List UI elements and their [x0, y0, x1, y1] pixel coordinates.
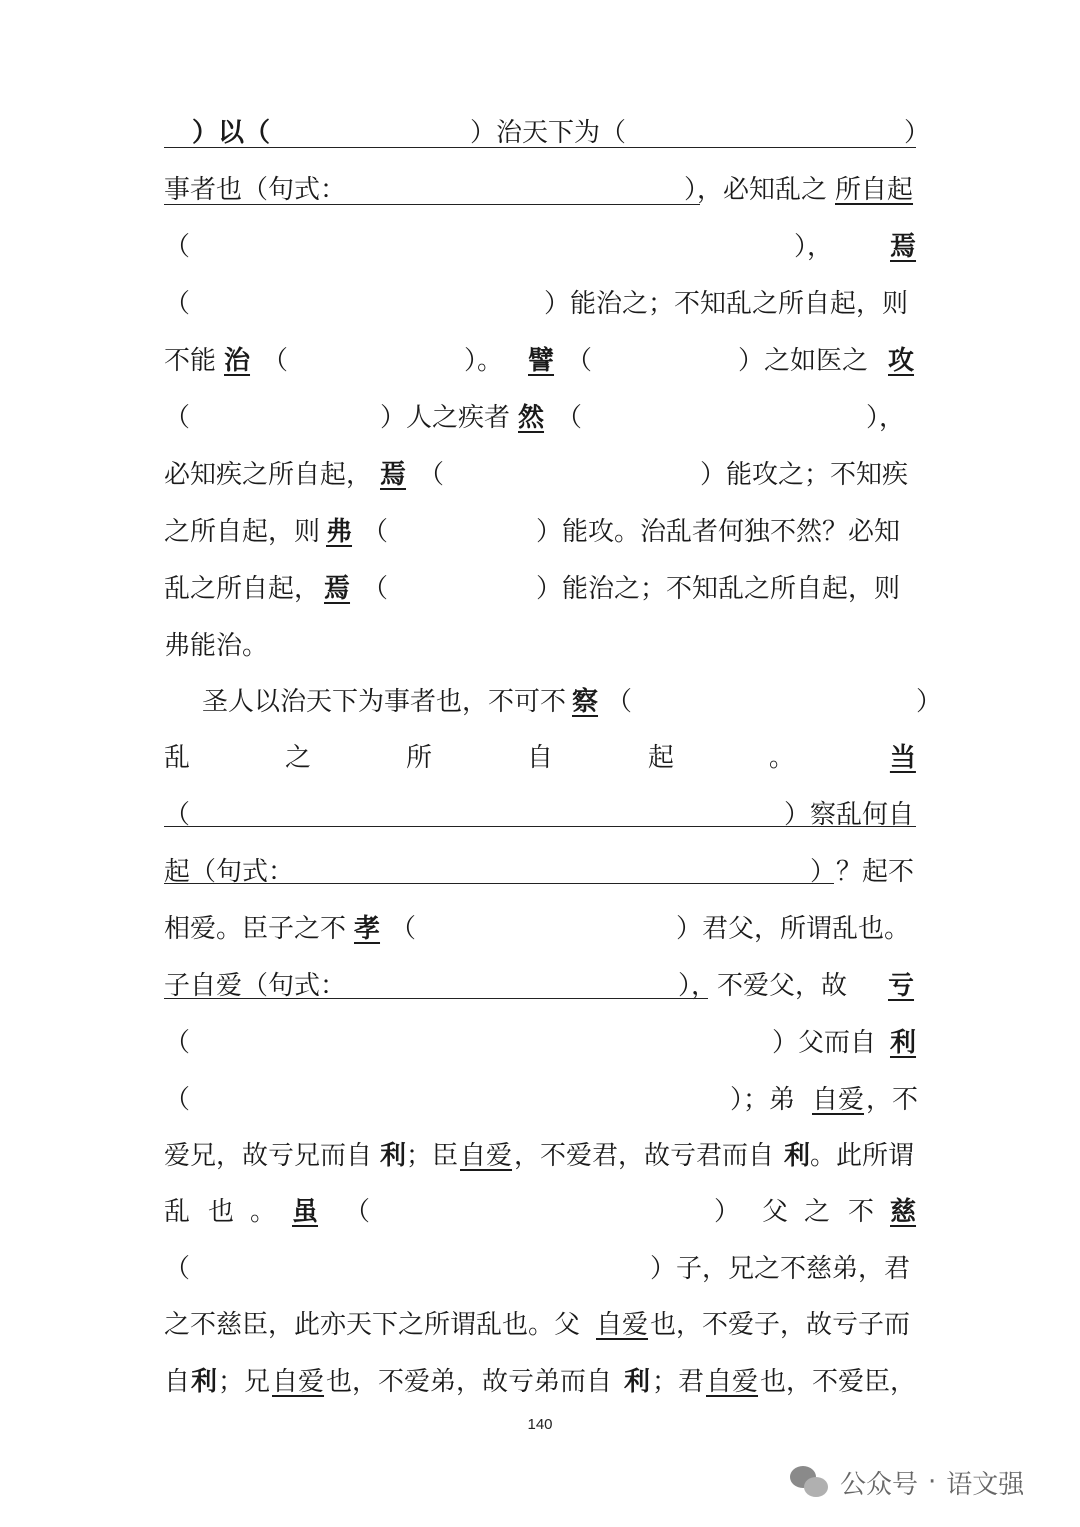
text-line	[164, 966, 916, 1006]
watermark-separator: ·	[928, 1467, 937, 1497]
text-segment: 然	[518, 403, 545, 433]
text-line	[164, 852, 916, 892]
text-segment: ，不	[866, 1085, 919, 1115]
text-segment: ）能治之；不知乱之所自起，则	[544, 289, 909, 319]
page-number: 140	[527, 1416, 553, 1433]
text-segment: 自爱	[272, 1367, 325, 1397]
text-segment: 爱兄，故亏兄而自	[164, 1141, 373, 1171]
text-segment: 治	[224, 346, 251, 376]
text-line	[164, 1136, 916, 1176]
text-segment: ；君	[652, 1367, 705, 1397]
text-segment: 之不慈臣，此亦天下之所谓乱也。父	[164, 1310, 581, 1340]
text-segment: （	[164, 1085, 191, 1115]
text-segment: 焉	[380, 460, 407, 490]
text-segment: ）子，兄之不慈弟，君	[650, 1254, 911, 1284]
text-segment: 孝	[354, 914, 381, 944]
text-segment: 乱	[164, 1197, 191, 1227]
text-segment: ）之如医之	[738, 346, 869, 376]
underline-rule	[164, 998, 708, 999]
text-segment: 也，不爱弟，故亏弟而自	[326, 1367, 613, 1397]
text-segment: 自爱	[460, 1141, 513, 1171]
text-segment: ），	[866, 403, 906, 433]
text-segment: ），	[794, 232, 834, 262]
text-segment: 起（句式：	[164, 857, 295, 887]
text-line	[164, 512, 916, 552]
text-segment: ）君父，所谓乱也。	[676, 914, 911, 944]
text-segment: （	[566, 346, 593, 376]
underline-rule	[164, 826, 916, 827]
text-segment: 子自爱（句式：	[164, 971, 347, 1001]
text-segment: 之所自起，则	[164, 517, 321, 547]
text-segment: 利	[784, 1141, 811, 1171]
text-line	[164, 626, 916, 666]
text-line	[164, 1023, 916, 1063]
text-line	[164, 341, 916, 381]
text-segment: 自爱	[812, 1085, 865, 1115]
underline-rule	[164, 883, 834, 884]
text-segment: 不	[848, 1197, 875, 1227]
text-segment: 圣人以治天下为事者也，不可不	[202, 687, 567, 717]
text-segment: 乱	[164, 743, 191, 773]
text-line	[164, 738, 916, 778]
text-segment: 必知疾之所自起，	[164, 460, 373, 490]
text-line	[164, 455, 916, 495]
text-segment: （	[164, 1028, 191, 1058]
text-line	[164, 569, 916, 609]
watermark	[790, 1460, 1024, 1504]
text-segment: 之	[804, 1197, 831, 1227]
text-segment: 譬	[528, 346, 555, 376]
text-segment: （	[418, 460, 445, 490]
text-segment: ）父而自	[772, 1028, 877, 1058]
text-segment: ）	[904, 118, 931, 148]
text-segment: 利	[380, 1141, 407, 1171]
text-segment: ，不爱君，故亏君而自	[514, 1141, 775, 1171]
text-segment: 察	[572, 687, 599, 717]
text-segment: 也，不爱臣，	[760, 1367, 917, 1397]
text-segment: 亏	[888, 971, 915, 1001]
text-line	[164, 284, 916, 324]
text-line	[164, 1192, 916, 1232]
text-segment: 自	[526, 743, 553, 773]
text-segment: 自爱	[706, 1367, 759, 1397]
text-segment: 。	[768, 743, 795, 773]
text-segment: 事者也（句式：	[164, 175, 347, 205]
text-segment: （	[606, 687, 633, 717]
text-segment: 也，不爱子，故亏子而	[650, 1310, 911, 1340]
text-segment: 所自起	[835, 175, 914, 205]
underline-rule	[164, 147, 916, 148]
text-line	[164, 909, 916, 949]
text-segment: 。此所谓	[810, 1141, 915, 1171]
text-segment: ）能治之；不知乱之所自起，则	[536, 574, 901, 604]
text-segment: ）？起不	[810, 857, 915, 887]
text-segment: 也	[208, 1197, 235, 1227]
text-segment: ）察乱何自	[784, 800, 915, 830]
text-segment: ）	[916, 687, 943, 717]
text-segment: 不能	[164, 346, 217, 376]
text-segment: 当	[889, 743, 916, 773]
text-line	[164, 398, 916, 438]
text-segment: （	[164, 800, 191, 830]
text-segment: ），必知乱之	[684, 175, 828, 205]
text-segment: 相爱。臣子之不	[164, 914, 347, 944]
text-segment: 攻	[888, 346, 915, 376]
text-segment: （	[362, 574, 389, 604]
text-segment: 利	[624, 1367, 651, 1397]
text-segment: 慈	[890, 1197, 917, 1227]
text-line	[164, 682, 964, 722]
text-segment: 父	[762, 1197, 789, 1227]
wechat-icon	[790, 1464, 830, 1500]
text-segment: 乱之所自起，	[164, 574, 321, 604]
text-segment: 焉	[324, 574, 351, 604]
watermark-prefix: 公众号	[840, 1469, 919, 1500]
text-segment: 起	[647, 743, 674, 773]
underline-rule	[164, 204, 700, 205]
text-segment: ），不爱父，故	[678, 971, 848, 1001]
text-segment: 所	[405, 743, 432, 773]
text-segment: ）治天下为（	[470, 118, 627, 148]
text-line	[164, 1362, 916, 1402]
text-segment: ）能攻之；不知疾	[700, 460, 909, 490]
text-segment: （	[262, 346, 289, 376]
text-line	[164, 227, 916, 267]
text-segment: （	[164, 1254, 191, 1284]
text-segment: （	[344, 1197, 371, 1227]
text-segment: （	[362, 517, 389, 547]
text-segment: ；兄	[218, 1367, 271, 1397]
text-line	[164, 1249, 916, 1289]
text-segment: ）以（	[192, 118, 271, 148]
text-segment: （	[164, 403, 191, 433]
text-segment: ）。	[464, 346, 504, 376]
text-segment: ）人之疾者	[380, 403, 511, 433]
text-segment: （	[164, 289, 191, 319]
text-segment: （	[556, 403, 583, 433]
text-line	[164, 1305, 916, 1345]
text-segment: 。	[250, 1197, 277, 1227]
text-segment: 弗	[326, 517, 353, 547]
text-segment: 自	[164, 1367, 191, 1397]
text-segment: 焉	[890, 232, 917, 262]
text-segment: 之	[284, 743, 311, 773]
text-segment: 利	[890, 1028, 917, 1058]
text-segment: （	[164, 232, 191, 262]
text-segment: 自爱	[596, 1310, 649, 1340]
text-line	[164, 1080, 919, 1120]
text-segment: 弗能治。	[164, 631, 269, 661]
text-line	[164, 795, 916, 835]
text-segment: ；臣	[406, 1141, 459, 1171]
text-segment: ）；弟	[730, 1085, 796, 1115]
watermark-name: 语文强	[946, 1469, 1025, 1500]
text-segment: （	[390, 914, 417, 944]
text-segment: ）能攻。治乱者何独不然？必知	[536, 517, 901, 547]
text-segment: 利	[191, 1367, 218, 1397]
text-segment: ）	[714, 1197, 741, 1227]
text-segment: 虽	[292, 1197, 319, 1227]
